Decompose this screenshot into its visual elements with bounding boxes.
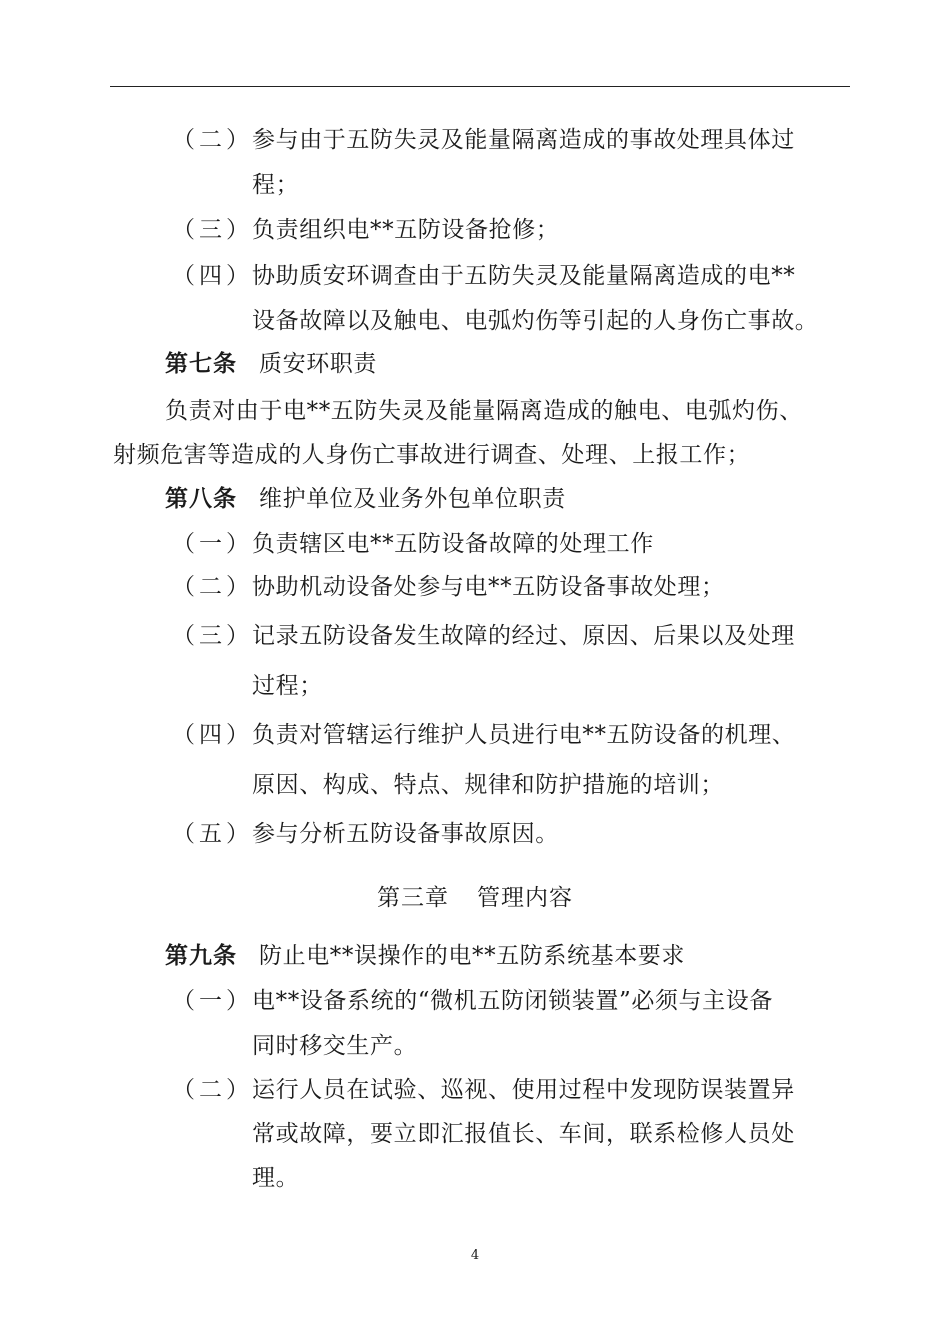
page-number: 4 xyxy=(470,1248,480,1263)
item-number: （二） xyxy=(172,127,253,153)
article-heading xyxy=(165,485,566,513)
item-number: （二） xyxy=(172,574,253,600)
item-number: （三） xyxy=(172,217,253,243)
article-title: 质安环职责 xyxy=(259,351,377,377)
article-title: 防止电**误操作的电**五防系统基本要求 xyxy=(259,943,685,969)
item-text-line: 过程； xyxy=(252,673,323,699)
item-text-line: 设备故障以及触电、电弧灼伤等引起的人身伤亡事故。 xyxy=(252,308,819,334)
paragraph-line: 负责对由于电**五防失灵及能量隔离造成的触电、电弧灼伤、 xyxy=(165,398,803,424)
article-title: 维护单位及业务外包单位职责 xyxy=(259,486,566,512)
item-number: （四） xyxy=(172,722,253,748)
article-label: 第八条 xyxy=(165,485,237,512)
item-number: （一） xyxy=(172,988,253,1014)
chapter-title: 管理内容 xyxy=(477,885,573,911)
item-text-line: 常或故障，要立即汇报值长、车间，联系检修人员处 xyxy=(252,1121,795,1147)
item-text-line: 同时移交生产。 xyxy=(252,1033,418,1059)
article-label: 第七条 xyxy=(165,350,237,377)
item-number: （三） xyxy=(172,623,253,649)
item-text-line: 负责组织电**五防设备抢修； xyxy=(252,217,560,243)
article-heading xyxy=(165,350,377,378)
item-text-line: 参与由于五防失灵及能量隔离造成的事故处理具体过 xyxy=(252,127,795,153)
item-text-line: 原因、构成、特点、规律和防护措施的培训； xyxy=(252,772,724,798)
item-text-line: 运行人员在试验、巡视、使用过程中发现防误装置异 xyxy=(252,1077,795,1103)
item-text-line: 负责辖区电**五防设备故障的处理工作 xyxy=(252,531,654,557)
item-text-line: 电**设备系统的“微机五防闭锁装置”必须与主设备 xyxy=(252,988,773,1014)
article-heading xyxy=(165,942,685,970)
chapter-label: 第三章 xyxy=(377,885,449,911)
paragraph-line: 射频危害等造成的人身伤亡事故进行调查、处理、上报工作； xyxy=(113,442,751,468)
item-number: （一） xyxy=(172,531,253,557)
item-text-line: 理。 xyxy=(252,1165,300,1191)
item-text-line: 负责对管辖运行维护人员进行电**五防设备的机理、 xyxy=(252,722,796,748)
chapter-heading xyxy=(0,884,950,912)
header-rule xyxy=(110,86,850,87)
item-text-line: 程； xyxy=(252,172,300,198)
item-number: （五） xyxy=(172,821,253,847)
item-text-line: 参与分析五防设备事故原因。 xyxy=(252,821,559,847)
item-text-line: 协助质安环调查由于五防失灵及能量隔离造成的电** xyxy=(252,263,796,289)
item-text-line: 记录五防设备发生故障的经过、原因、后果以及处理 xyxy=(252,623,795,649)
item-text-line: 协助机动设备处参与电**五防设备事故处理； xyxy=(252,574,725,600)
item-number: （四） xyxy=(172,263,253,289)
item-number: （二） xyxy=(172,1077,253,1103)
article-label: 第九条 xyxy=(165,942,237,969)
